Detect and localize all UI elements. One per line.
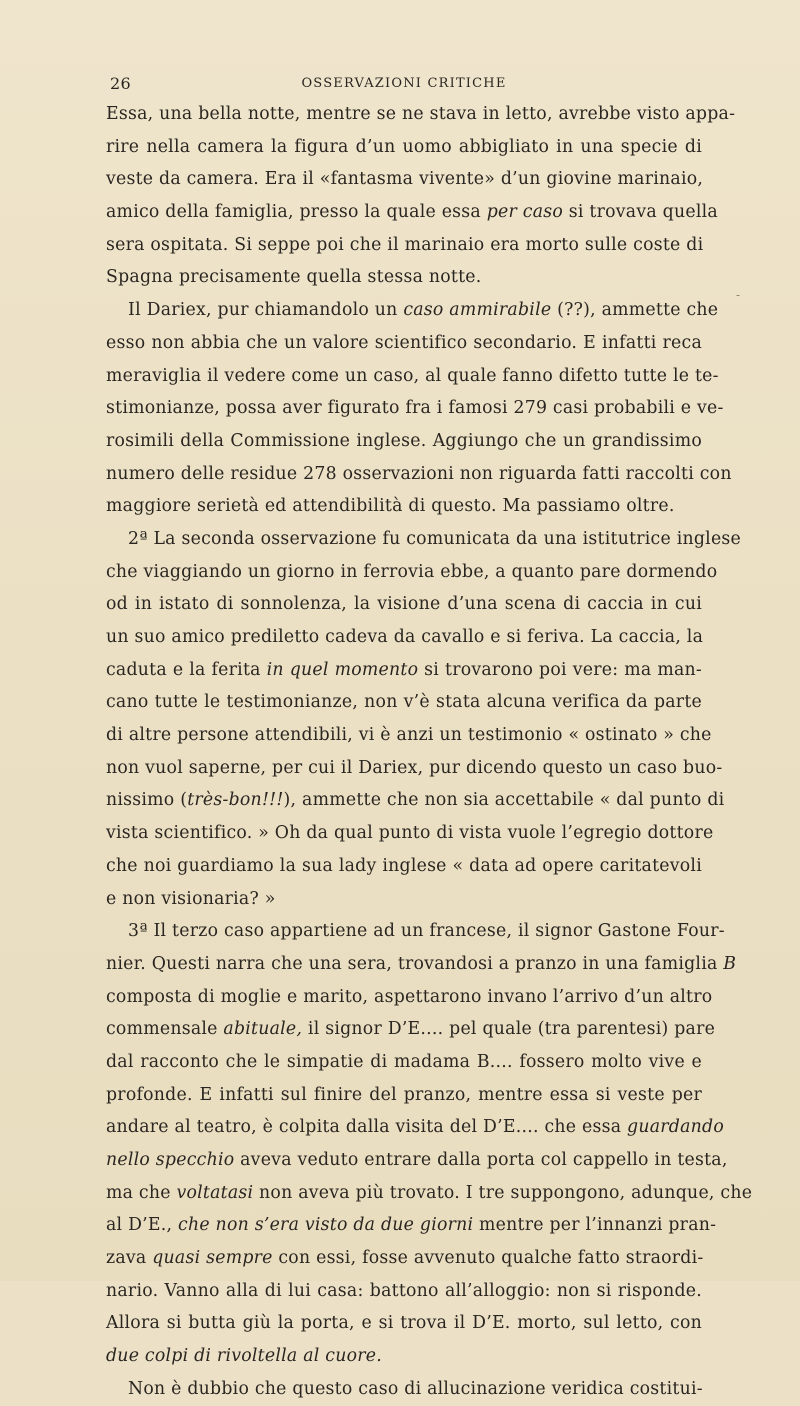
text-line [106,883,702,916]
text-line [106,1340,702,1373]
text-segment: al D’E., [106,1215,179,1236]
text-line [106,327,702,360]
text-segment: ), ammette che non sia accettabile « dal punto di [283,790,725,811]
text-line [106,719,712,752]
text-line [106,621,702,654]
text-line [106,523,742,556]
page-number: 26 [110,74,131,93]
text-segment: 2ª La seconda osservazione fu comunicata da una istitutrice inglese [128,528,742,549]
italic-text: très-bon!!! [187,790,284,811]
text-segment: aveva veduto entrare dalla porta col cappello in testa, [234,1150,728,1170]
text-segment: Spagna precisamente quella stessa notte. [106,267,482,288]
text-line [106,490,702,523]
text-segment: nario. Vanno alla di lui casa: battono all’alloggio: non si risponde. [106,1280,702,1301]
text-segment: ma che [106,1182,177,1203]
text-line [106,1373,702,1406]
text-line [106,98,736,131]
italic-text: abituale, [223,1019,303,1040]
text-segment: che noi guardiamo la sua lady inglese « data ad opere caritatevoli [106,855,702,876]
page-header [106,74,702,96]
text-line [106,131,702,164]
italic-text: voltatasi [176,1182,254,1203]
text-line [106,261,702,294]
running-head: OSSERVAZIONI CRITICHE [301,76,507,91]
italic-text: in quel momento [266,659,419,680]
text-line [106,1242,702,1275]
text-segment: rosimili della Commissione inglese. Aggiungo che un grandissimo [106,430,702,451]
text-line [106,588,702,621]
text-segment: nissimo ( [106,790,188,811]
text-segment: andare al teatro, è colpita dalla visita del D’E.... che essa [106,1117,628,1138]
text-line [106,294,719,327]
italic-text: due colpi di rivoltella al cuore. [106,1346,382,1367]
text-segment: che viaggiando un giorno in ferrovia ebbe, a quanto pare dormendo [106,561,718,582]
text-segment: Il Dariex, pur chiamandolo un [128,300,404,321]
text-segment: caduta e la ferita [106,659,267,680]
text-segment: con essi, fosse avvenuto qualche fatto straordi- [272,1248,704,1269]
text-segment: profonde. E infatti sul finire del pranzo, mentre essa si veste per [106,1084,702,1105]
text-segment: commensale [106,1019,224,1040]
text-segment: veste da camera. Era il «fantasma vivente» d’un giovine marinaio, [106,169,704,190]
text-line [106,229,702,262]
text-segment: il signor D’E.... pel quale (tra parentesi) pare [302,1019,716,1040]
italic-text: guardando [627,1117,724,1138]
text-segment: un suo amico prediletto cadeva da cavallo e si feriva. La caccia, la [106,627,704,647]
text-line [106,1046,702,1079]
text-segment: composta di moglie e marito, aspettarono invano l’arrivo d’un altro [106,986,713,1007]
text-segment: numero delle residue 278 osservazioni non riguarda fatti raccolti con [106,463,732,484]
text-segment: rire nella camera la figura d’un uomo abbigliato in una specie di [106,136,702,157]
text-line [106,556,718,589]
text-segment: mentre per l’innanzi pran- [473,1215,717,1236]
text-segment: amico della famiglia, presso la quale essa [106,202,487,223]
text-line [106,1144,728,1177]
text-line [106,686,702,719]
text-segment: di altre persone attendibili, vi è anzi un testimonio « ostinato » che [106,725,712,746]
text-segment: esso non abbia che un valore scientifico secondario. E infatti reca [106,332,702,353]
text-segment: zava [106,1248,153,1269]
text-line [106,1209,717,1242]
text-line [106,981,713,1014]
text-segment: dal racconto che le simpatie di madama B.... fossero molto vive e [106,1051,702,1072]
text-segment: Non è dubbio che questo caso di allucinazione veridica costitui- [128,1378,703,1399]
body-text [106,98,753,1406]
text-line [106,1275,702,1308]
text-segment: od in istato di sonnolenza, la visione d’una scena di caccia in cui [106,594,702,615]
text-segment: Essa, una bella notte, mentre se ne stava in letto, avrebbe visto appa- [106,104,736,124]
text-segment: non aveva più trovato. I tre suppongono, adunque, che [253,1182,753,1203]
text-line [106,1177,753,1210]
text-line [106,1307,702,1340]
text-segment: maggiore serietà ed attendibilità di questo. Ma passiamo oltre. [106,496,675,517]
text-line [106,850,702,883]
text-line [106,654,702,687]
italic-text: nello specchio [106,1150,235,1170]
text-segment: e non visionaria? » [106,888,276,909]
italic-text: B [723,953,737,974]
text-segment: vista scientifico. » Oh da qual punto di vista vuole l’egregio dottore [106,823,714,844]
italic-text: quasi sempre [152,1248,273,1269]
italic-text: per caso [486,202,564,223]
text-segment: stimonianze, possa aver figurato fra i famosi 279 casi probabili e ve- [106,398,724,419]
italic-text: che non s’era visto da due giorni [178,1215,474,1236]
text-line [106,1111,724,1144]
text-line [106,360,719,393]
text-segment: non vuol saperne, per cui il Dariex, pur dicendo questo un caso buo- [106,757,723,778]
text-line [106,425,702,458]
text-line [106,784,725,817]
text-line [106,948,737,981]
text-line [106,1013,716,1046]
text-line [106,915,725,948]
text-segment: si trovarono poi vere: ma man- [418,659,702,680]
text-segment: nier. Questi narra che una sera, trovandosi a pranzo in una famiglia [106,953,724,974]
text-line [106,817,714,850]
margin-dash-mark: - [736,288,741,302]
text-segment: si trovava quella [563,202,718,223]
text-segment: (??), ammette che [551,300,719,321]
text-segment: Allora si butta giù la porta, e si trova il D’E. morto, sul letto, con [106,1313,702,1334]
text-segment: 3ª Il terzo caso appartiene ad un francese, il signor Gastone Four- [128,921,725,942]
text-line [106,1079,702,1112]
text-line [106,163,702,196]
text-segment: meraviglia il vedere come un caso, al quale fanno difetto tutte le te- [106,365,719,386]
text-segment: sera ospitata. Si seppe poi che il marinaio era morto sulle coste di [106,234,704,255]
text-segment: cano tutte le testimonianze, non v’è stata alcuna verifica da parte [106,692,702,713]
text-line [106,392,724,425]
text-line [106,196,718,229]
text-line [106,458,732,491]
italic-text: caso ammirabile [403,300,552,321]
text-line [106,752,723,785]
